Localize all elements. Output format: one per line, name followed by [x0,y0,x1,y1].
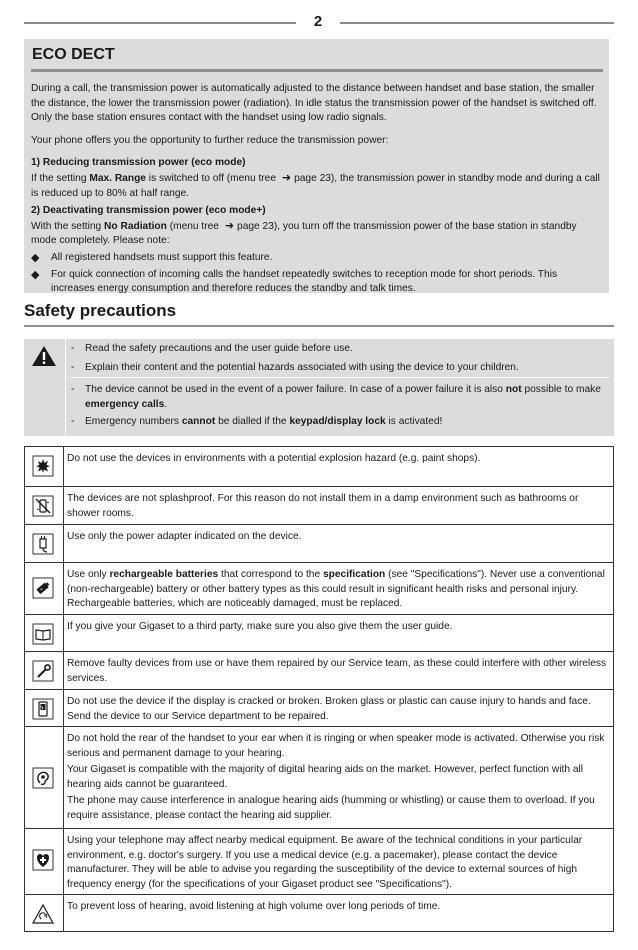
eco-bullet: ◆ All registered handsets must support this feature. [31,251,273,264]
table-row [25,895,613,931]
row-text: The devices are not splashproof. For this reason do not install them in a damp environment such as bathrooms or shower rooms. [67,493,579,519]
max-range-setting: Max. Range [89,172,146,184]
table-row [25,727,613,829]
eco-mode-heading: 1) Reducing transmission power (eco mode) [31,157,246,169]
eco-bullet: ◆ For quick connection of incoming calls the handset repeatedly switches to reception mode for short periods. This increases energy consumption and therefore reduces the standby and talk times. [31,268,603,297]
table-row [25,690,613,727]
icon-cell [25,829,64,894]
warning-item: - Explain their content and the potential hazards associated with using the device to your children. [71,361,519,373]
explosion-hazard-icon [32,455,54,477]
header-rule-left [24,22,296,24]
warning-item: - The device cannot be used in the event of a power failure. In case of a power failure it is also not possible to make emergency calls. [71,384,601,410]
no-splash-icon [32,495,54,517]
diamond-bullet-icon: ◆ [31,268,40,281]
icon-cell [25,652,64,689]
row-text: Do not use the device if the display is cracked or broken. Broken glass or plastic can cause injury to hands and face. Send the device to our Service department to be repaired. [67,696,591,722]
icon-cell [25,487,64,524]
header-rule-right [340,22,614,24]
warning-group [71,341,609,378]
broken-display-icon [32,698,54,720]
icon-cell [25,563,64,614]
eco-offer: Your phone offers you the opportunity to further reduce the transmission power: [31,134,389,146]
table-row [25,652,613,690]
table-row [25,829,613,895]
page-header [24,10,614,36]
arrow-right-icon: ➜ [281,171,292,184]
safety-table [24,446,614,932]
icon-cell [25,447,64,486]
eco-mode-text: If the setting Max. Range is switched to off (menu tree ➜ page 23), the transmission power in standby mode and during a call is reduced up to 80% at half range. [31,171,600,199]
row-text: Remove faulty devices from use or have them repaired by our Service team, as these could interfere with other wireless services. [67,658,607,684]
general-warning-box [24,339,614,436]
warning-list [71,341,609,432]
safety-title: Safety precautions [24,301,177,320]
page-reference: page 23 [294,172,331,184]
eco-mode-plus-text: With the setting No Radiation (menu tree ➜ page 23), you turn off the transmission power of the base station in standby mode completely. Please note: [31,219,577,247]
icon-cell [25,727,64,828]
row-text: Use only the power adapter indicated on the device. [67,531,302,542]
table-row [25,447,613,487]
warning-triangle-icon [31,345,57,367]
table-row [25,563,613,615]
row-text: Do not hold the rear of the handset to your ear when it is ringing or when speaker mode is activated. Otherwise you risk serious and permanent damage to your hearing. Your Gigaset is compatible with the majority of digital hearing aids on the market. However, perfect function with all hearing aids cannot be guaranteed. The phone may cause interference in analogue hearing aids (humming or whistling) or cause them to overload. If you require assistance, please contact the hearing aid supplier. [67,733,605,821]
row-text: Use only rechargeable batteries that correspond to the specification (see "Specifications"). Never use a conventional (non-rechargeable) battery or other battery types as this could result in significant health risks and personal injury. Rechargeable batteries, which are noticeably damaged, must be replaced. [67,569,605,610]
safety-title-rule [24,325,614,327]
power-adapter-icon [32,533,54,555]
eco-title-rule [31,69,603,72]
page-reference: page 23 [237,220,274,232]
table-row [25,615,613,652]
no-radiation-setting: No Radiation [104,220,167,232]
row-text: Do not use the devices in environments with a potential explosion hazard (e.g. paint shops). [67,453,481,464]
eco-dect-title: ECO DECT [32,46,115,63]
row-text: If you give your Gigaset to a third party, make sure you also give them the user guide. [67,621,453,632]
icon-cell [25,690,64,726]
hearing-aid-icon [32,767,54,789]
medical-device-icon [32,849,54,871]
icon-cell [25,615,64,651]
high-volume-warning-icon [32,903,54,925]
row-text: Using your telephone may affect nearby medical equipment. Be aware of the technical conditions in your particular environment, e.g. doctor's surgery. If you use a medical device (e.g. a pacemaker), please contact the device manufacturer. They will be able to advise you regarding the susceptibility of the device to external sources of high frequency energy (for the specifications of your Gigaset product see "Specifications"). [67,835,583,890]
battery-icon [32,577,54,599]
eco-dect-box [24,39,609,293]
user-guide-book-icon [32,623,54,645]
table-row [25,525,613,563]
page-number: 2 [313,13,323,30]
warning-item: - Read the safety precautions and the user guide before use. [71,343,353,354]
table-row [25,487,613,525]
row-text: To prevent loss of hearing, avoid listening at high volume over long periods of time. [67,901,441,912]
arrow-right-icon: ➜ [224,219,235,232]
diamond-bullet-icon: ◆ [31,251,40,264]
warning-icon-cell [24,339,66,436]
eco-intro: During a call, the transmission power is automatically adjusted to the distance between handset and base station, the smaller the distance, the lower the transmission power (radiation). In idle status the transmission power of the handset is switched off. Only the base station ensures contact with the handset using low radio signals. [31,83,597,124]
icon-cell [25,895,64,931]
repair-wrench-icon [32,660,54,682]
warning-item: - Emergency numbers cannot be dialled if the keypad/display lock is activated! [71,416,443,428]
eco-mode-plus-heading: 2) Deactivating transmission power (eco mode+) [31,205,266,217]
warning-group [71,378,609,432]
icon-cell [25,525,64,562]
